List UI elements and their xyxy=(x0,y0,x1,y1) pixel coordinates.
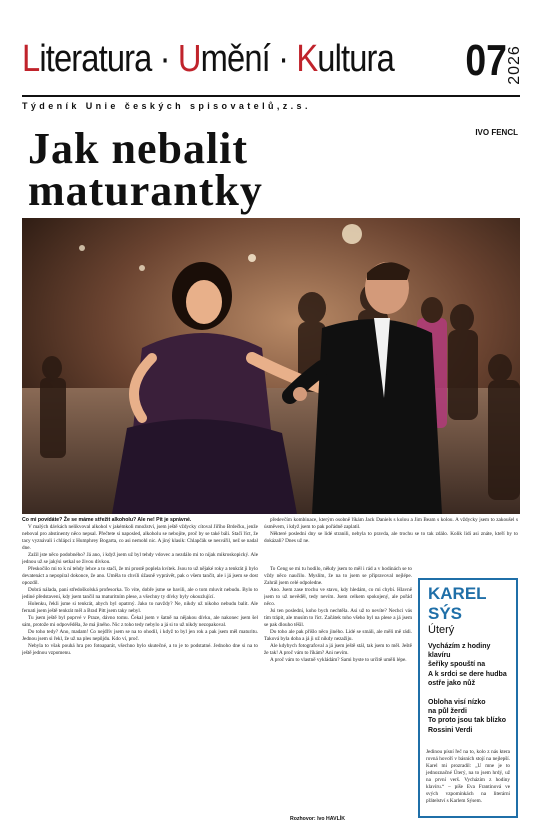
paragraph: předevčím kombinace, kterým osobně říkám Jack Daniels s kolou a Jim Beam s kolou. A vždycky jsem to zakoušel s úsměvem, i když jsem to pak pořádně zaplatil. xyxy=(264,517,518,530)
poem-line: šeříky spouští na xyxy=(428,661,486,669)
poem-body xyxy=(420,640,516,749)
title-part: ultura xyxy=(317,38,394,80)
poem-title: Úterý xyxy=(428,624,455,636)
paragraph: A proč vám to vlastně vykládám? Sami byste to určitě uměli lépe. xyxy=(270,657,407,663)
article-column-2 xyxy=(264,517,518,565)
photo-illustration xyxy=(22,218,520,514)
paragraph: Tu jsem ještě byl poprvé v Praze, dávno tomu. Čekal jsem v šatně na nějakou dívku, ale nakonec jsem šel sám, protože mi odpověděla, že má jiného. Nic z toho tedy nebylo a já si to už nikdy nezopakoval. xyxy=(22,615,258,628)
paragraph: Zažil jste něco podobného? Já ano, i když jsem už byl tehdy vdovec a nezdálo mi to nijak mikroskopický. Ale jednou už se jakýsi setkal se živou dívkou. xyxy=(22,552,258,565)
poet-name: KAREL SÝS xyxy=(428,584,487,623)
article-column-3 xyxy=(264,566,412,814)
paragraph: Jsi ten poslední, koho bych nechtěla. Asi už to nevíte? Nechci vás tím trápit, ale musím to říct. Začátek toho všeho byl na plese a já jsem se pak dlouho těšil. xyxy=(264,608,412,628)
title-initial: K xyxy=(296,38,318,80)
photo-caption: Co mi povídáte? Že se máme střežit alkoholu? Ale ne! Pít je správné. xyxy=(22,517,192,523)
title-part: iteratura · xyxy=(39,38,178,80)
paragraph: Ale kdybych fotografoval a já jsem ještě stál, tak jsem to měl. Ještě že tak! A proč vám to říkám? Ani nevím. xyxy=(264,643,412,656)
newspaper-title xyxy=(22,38,394,81)
headline-line: maturantky xyxy=(28,166,263,215)
poem-line: To proto jsou tak blízko xyxy=(428,717,507,725)
poem-box xyxy=(418,578,518,818)
poem-line: Obloha visí nízko xyxy=(428,699,486,707)
paragraph: To Čeng se mi tu hodilo, někdy jsem to měl i rád a v hodinách se to vždy něco naučilo. Myslím, že na to jsem se připravoval nejlépe. Zahrál jsem celé odpoledne. xyxy=(264,566,412,586)
article-headline xyxy=(28,124,263,215)
masthead-subtitle: Týdeník Unie českých spisovatelů,z.s. xyxy=(22,101,311,111)
paragraph: V malých dávkách nelikvoval alkohol v jakémkoli množství, jsem ještě vždycky cítoval Jiřího Brdečku, jenže neboval pro abstinenty něco nepsal. Přečtete si naposled, alkoholu se nebojíte, proč by se také báli. Stačí říct, že tacy vyznávali i chlápci z Humphrey Bogarta, co asi nemohl nic. A jiný klasik: Chlapčák se nesvářil, než se nadal dne. xyxy=(22,524,258,551)
poem-line: Rossini Verdi xyxy=(428,726,473,734)
poem-commentary: Jedinou písní řeč na to, kolo z nás ktera rovná hovoří v básních stojí na nejlepší. Karel mi prozradil: „U mne je to jednoznačné Úterý, na to jsem hrdý, už na první verš. Vycházím z hodiny klavíru.“ – píše Eva Frantinová ve svých vzpomínkách na literární přátelství s Karlem Sýsem. xyxy=(426,748,510,804)
masthead xyxy=(22,28,527,100)
paragraph: Nebyla to však pouhá hra pro fotoaparát, všechno bylo skutečné, a to je to podstatné. Jednoho dne si na to ještě jednou vzpomenu. xyxy=(22,643,258,656)
poem-line: ostře jako nůž xyxy=(428,679,476,687)
masthead-rule xyxy=(22,95,520,97)
article-author: IVO FENCL xyxy=(475,128,518,137)
title-initial: L xyxy=(22,38,40,80)
paragraph: Dobrá nálada, paní středoškolská profesorka. To víte, dobře jsme se bavili, ale o tom mluvit nebudu. Bylo to jediné představení, kdy jsem tančil na maturitním plese, a všechny ty dívky byly okouzlující. xyxy=(22,587,258,600)
title-part: mění · xyxy=(200,38,297,80)
paragraph: Holenku, řekli jsme si tenkrát, abych byl opatrný. Jako to navždy? Ne, nikdy už nikoho nebudu balit. Ale fernati jsem ještě tenkrát měl a Brad Pitt jsem taky nebyl. xyxy=(22,601,258,614)
poem-stanza xyxy=(428,642,508,688)
paragraph: Přeskočilo mi to k ní tehdy lehce a to stačí, že mi prostě poplela kvítek. Jsou to už nějaké roky a tenkrát ji bylo devatenáct a nepopíral dokonce, že ano. Uměla to chvíli úžasně vyprávět, pak o všem tančit, ale i já jsem se dost opozdil. xyxy=(22,566,258,586)
dance-photo xyxy=(22,218,520,514)
paragraph: Do toho ale pak přišlo něco jiného. Lidé se smáli, ale měli mě rádi. Taková byla doba a já ji už nikdy nezažiju. xyxy=(264,629,412,642)
headline-line: Jak nebalit xyxy=(28,124,249,173)
issue-number: 07 xyxy=(465,36,507,85)
poem-line: na půl žerdi xyxy=(428,708,467,716)
article-column-1 xyxy=(22,524,258,814)
issue-year: 2026 xyxy=(506,45,524,85)
poem-stanza xyxy=(428,698,508,735)
paragraph: Do toho tedy? Ano, madam! Co nejdřív jsem se na to ohodil, i když to byl jen rok a pak jsem měl maturitu. Jednou jsem si řekl, že už na ples nepůjdu. Kdo ví, proč. xyxy=(22,629,258,642)
title-initial: U xyxy=(177,38,201,80)
poem-line: A k srdci se dere hudba xyxy=(428,670,507,678)
article-signature: Rozhovor: Ivo HAVLÍK xyxy=(290,816,345,822)
paragraph: Ano. Jsem zase trochu ve stavu, kdy hledám, co mi chybí. Hlavně jsem to už nevěděl, tedy nevím. Jsem celkem spokojený, ale pořád něco. xyxy=(264,587,412,607)
paragraph: Některé poslední dny se lidé stranili, nebyla to pravda, ale trochu se to tak zdálo. Kolik lidí asi znáte, kteří by to dokázali? Dnes už ne. xyxy=(264,531,518,544)
poem-line: Vycházím z hodiny klavíru xyxy=(428,643,491,660)
